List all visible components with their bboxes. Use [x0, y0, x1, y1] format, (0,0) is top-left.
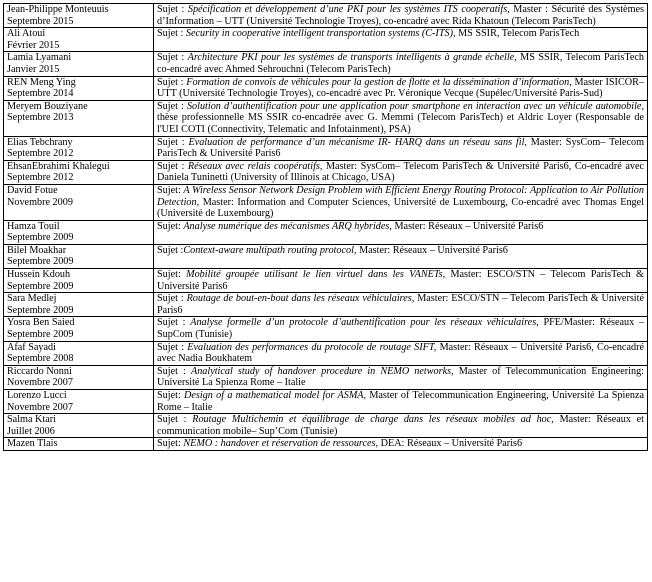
internship-date: Septembre 2009: [7, 256, 74, 268]
supervision-table-body: [4, 4, 648, 451]
subject-cell: [154, 100, 648, 136]
table-row: [4, 414, 648, 438]
student-cell: [4, 100, 154, 136]
supervision-table-container: [3, 3, 647, 451]
subject-topic: Evaluation des performances du protocole de routage SIFT,: [187, 341, 437, 353]
subject-label: Sujet :: [157, 100, 187, 112]
subject-cell: [154, 76, 648, 100]
subject-label: Sujet:: [157, 438, 184, 450]
internship-date: Septembre 2009: [7, 304, 74, 316]
internship-date: Novembre 2009: [7, 196, 73, 208]
internship-date: Septembre 2015: [7, 15, 74, 27]
student-name: Riccardo Nonni: [7, 365, 72, 377]
subject-details: Master: Réseaux – Université Paris6, Co-encadré avec Nadia Boukhatem: [157, 341, 644, 365]
subject-topic: Solution d’authentification pour une application pour smartphone en interaction avec un véhicule automobile,: [186, 100, 644, 112]
internship-date: Septembre 2009: [7, 280, 74, 292]
subject-topic: Analyse numérique des mécanismes ARQ hybrides,: [183, 220, 392, 232]
student-cell: [4, 244, 154, 268]
subject-label: Sujet:: [157, 390, 185, 401]
internship-date: Septembre 2009: [7, 329, 74, 341]
subject-details: Master: Information and Computer Sciences, Université de Luxembourg, Co-encadré avec Thomas Engel (Université de Luxembourg): [157, 196, 644, 220]
subject-label: Sujet :: [157, 244, 184, 256]
subject-topic: Evaluation de performance d’un mécanisme IR- HARQ dans un réseau sans fil,: [188, 136, 527, 148]
student-cell: [4, 365, 154, 389]
table-row: [4, 269, 648, 293]
student-cell: [4, 184, 154, 220]
subject-topic: NEMO : handover et réservation de ressources,: [183, 438, 379, 450]
subject-label: Sujet:: [157, 184, 184, 196]
student-name: Elias Tebchrany: [7, 136, 73, 148]
subject-details: Master: SysCom– Telecom ParisTech & Université Paris6: [157, 136, 644, 160]
subject-details: Master: SysCom– Telecom ParisTech & Université Paris6, Co-encadré avec Daniela Tuninetti (University of Illinois at Chicago, USA): [157, 160, 645, 184]
subject-details: Master: ESCO/STN – Telecom ParisTech & Université Paris6: [157, 293, 644, 316]
subject-topic: Routage Multichemin et équilibrage de charge dans les réseaux mobiles ad hoc,: [192, 414, 554, 426]
student-name: REN Meng Ying: [7, 76, 76, 88]
student-name: Jean-Philippe Monteuuis: [7, 4, 109, 15]
subject-label: Sujet :: [157, 4, 188, 15]
internship-date: Février 2015: [7, 39, 60, 51]
internship-date: Septembre 2013: [7, 112, 74, 124]
subject-details: Master of Telecommunication Engineering: Université La Spienza Rome – Italie: [157, 365, 644, 389]
table-row: [4, 365, 648, 389]
internship-date: Septembre 2014: [7, 88, 74, 100]
internship-date: Septembre 2012: [7, 172, 74, 184]
subject-label: Sujet :: [157, 365, 191, 377]
subject-details: PFE/Master: Réseaux – SupCom (Tunisie): [157, 317, 644, 341]
student-name: Ali Atoui: [7, 28, 46, 40]
subject-details: Master: Réseaux – Université Paris6: [391, 220, 544, 232]
subject-cell: [154, 28, 648, 52]
subject-label: Sujet :: [157, 414, 193, 426]
subject-label: Sujet:: [157, 269, 187, 281]
student-name: EhsanEbrahimi Khalegui: [7, 160, 110, 172]
student-cell: [4, 438, 154, 451]
subject-details: Master: Réseaux – Université Paris6: [356, 244, 508, 256]
subject-cell: [154, 293, 648, 317]
internship-date: Novembre 2007: [7, 401, 73, 413]
subject-details: Master: Réseaux et communication mobile– Sup’Com (Tunisie): [157, 414, 644, 437]
subject-topic: Architecture PKI pour les systèmes de transports intelligents à grande échelle,: [187, 52, 517, 64]
supervision-table: [3, 3, 648, 451]
student-cell: [4, 136, 154, 160]
table-row: [4, 28, 648, 52]
internship-date: Septembre 2012: [7, 148, 74, 160]
subject-label: Sujet :: [157, 76, 187, 88]
subject-label: Sujet :: [157, 160, 188, 172]
table-row: [4, 100, 648, 136]
student-name: Bilel Moakhar: [7, 244, 67, 256]
student-cell: [4, 52, 154, 76]
subject-label: Sujet :: [157, 136, 189, 148]
student-name: Lamia Lyamani: [7, 52, 72, 64]
subject-details: MS SSIR, Telecom ParisTech: [455, 28, 580, 40]
subject-topic: Spécification et développement d’une PKI pour les systèmes ITS cooperatifs,: [187, 4, 510, 15]
subject-cell: [154, 438, 648, 451]
student-cell: [4, 390, 154, 414]
subject-topic: Formation de convois de véhicules pour la gestion de flotte et la dissémination d’information,: [186, 76, 572, 88]
subject-details: Master: ESCO/STN – Telecom ParisTech & Université Paris6: [157, 269, 644, 292]
student-name: Lorenzo Lucci: [7, 390, 67, 401]
subject-details: Master ISICOR– UTT (Université Technologie Troyes), co-encadré avec Pr. Véronique Vecque (Supélec/Université Paris-Sud): [157, 76, 644, 100]
subject-label: Sujet :: [157, 341, 188, 353]
student-cell: [4, 220, 154, 244]
subject-topic: Context-aware multipath routing protocol,: [183, 244, 357, 256]
subject-cell: [154, 365, 648, 389]
table-row: [4, 293, 648, 317]
subject-details: thèse professionnelle MS SSIR co-encadrée avec G. Memmi (Telecom ParisTech) et Aldric Loyer (Responsable de l'UEI COTI (Connectivity, Telematic and Infotainment), PSA): [157, 112, 644, 135]
subject-topic: Analyse formelle d’un protocole d’authentification pour les réseaux véhiculaires,: [190, 317, 539, 329]
table-row: [4, 184, 648, 220]
table-row: [4, 220, 648, 244]
table-row: [4, 317, 648, 341]
student-cell: [4, 341, 154, 365]
student-cell: [4, 4, 154, 28]
student-name: Sara Medlej: [7, 293, 57, 305]
student-cell: [4, 414, 154, 438]
subject-cell: [154, 220, 648, 244]
table-row: [4, 52, 648, 76]
student-cell: [4, 269, 154, 293]
student-cell: [4, 293, 154, 317]
subject-label: Sujet :: [157, 52, 188, 64]
table-row: [4, 160, 648, 184]
subject-label: Sujet :: [157, 28, 186, 40]
subject-topic: Security in cooperative intelligent transportation systems (C-ITS),: [185, 28, 456, 40]
subject-label: Sujet :: [157, 317, 191, 329]
student-cell: [4, 76, 154, 100]
subject-cell: [154, 269, 648, 293]
subject-topic: Design of a mathematical model for ASMA,: [184, 390, 367, 401]
table-row: [4, 390, 648, 414]
subject-details: Master : Sécurité des Systèmes d’Information – UTT (Université Technologie Troyes), co-encadré avec Rida Khatoun (Telecom ParisTech): [157, 4, 644, 27]
subject-topic: Routage de bout-en-bout dans les réseaux véhiculaires,: [186, 293, 415, 305]
subject-topic: Analytical study of handover procedure in NEMO networks,: [190, 365, 454, 377]
subject-topic: A Wireless Sensor Network Design Problem with Efficient Energy Routing Protocol: Application to Air Pollution Detection,: [157, 184, 644, 208]
table-row: [4, 136, 648, 160]
internship-date: Juillet 2006: [7, 425, 55, 437]
student-cell: [4, 317, 154, 341]
subject-details: DEA: Réseaux – Université Paris6: [378, 438, 523, 450]
subject-topic: Réseaux avec relais coopératifs,: [187, 160, 323, 172]
student-name: Mazen Tlais: [7, 438, 58, 450]
subject-label: Sujet:: [157, 220, 184, 232]
table-row: [4, 76, 648, 100]
subject-cell: [154, 414, 648, 438]
subject-cell: [154, 4, 648, 28]
internship-date: Novembre 2007: [7, 377, 73, 389]
student-name: David Fotue: [7, 184, 58, 196]
subject-cell: [154, 52, 648, 76]
subject-cell: [154, 390, 648, 414]
subject-details: Master of Telecommunication Engineering, Université La Spienza Rome – Italie: [157, 390, 644, 413]
table-row: [4, 438, 648, 451]
subject-cell: [154, 244, 648, 268]
subject-cell: [154, 317, 648, 341]
subject-cell: [154, 184, 648, 220]
student-cell: [4, 28, 154, 52]
subject-topic: Mobilité groupée utilisant le lien virtuel dans les VANETs,: [186, 269, 446, 281]
internship-date: Septembre 2008: [7, 353, 74, 365]
subject-cell: [154, 341, 648, 365]
internship-date: Janvier 2015: [7, 63, 60, 75]
internship-date: Septembre 2009: [7, 232, 74, 244]
table-row: [4, 244, 648, 268]
student-name: Hamza Touil: [7, 220, 60, 232]
table-row: [4, 4, 648, 28]
subject-details: MS SSIR, Telecom ParisTech co-encadré avec Ahmed Sehrouchni (Telecom ParisTech): [157, 52, 644, 75]
student-name: Salma Ktari: [7, 414, 56, 426]
student-name: Yosra Ben Saied: [7, 317, 75, 329]
student-cell: [4, 160, 154, 184]
student-name: Hussein Kdouh: [7, 269, 71, 281]
table-row: [4, 341, 648, 365]
subject-label: Sujet :: [157, 293, 187, 305]
subject-cell: [154, 136, 648, 160]
student-name: Afaf Sayadi: [7, 341, 56, 353]
student-name: Meryem Bouziyane: [7, 100, 88, 112]
subject-cell: [154, 160, 648, 184]
